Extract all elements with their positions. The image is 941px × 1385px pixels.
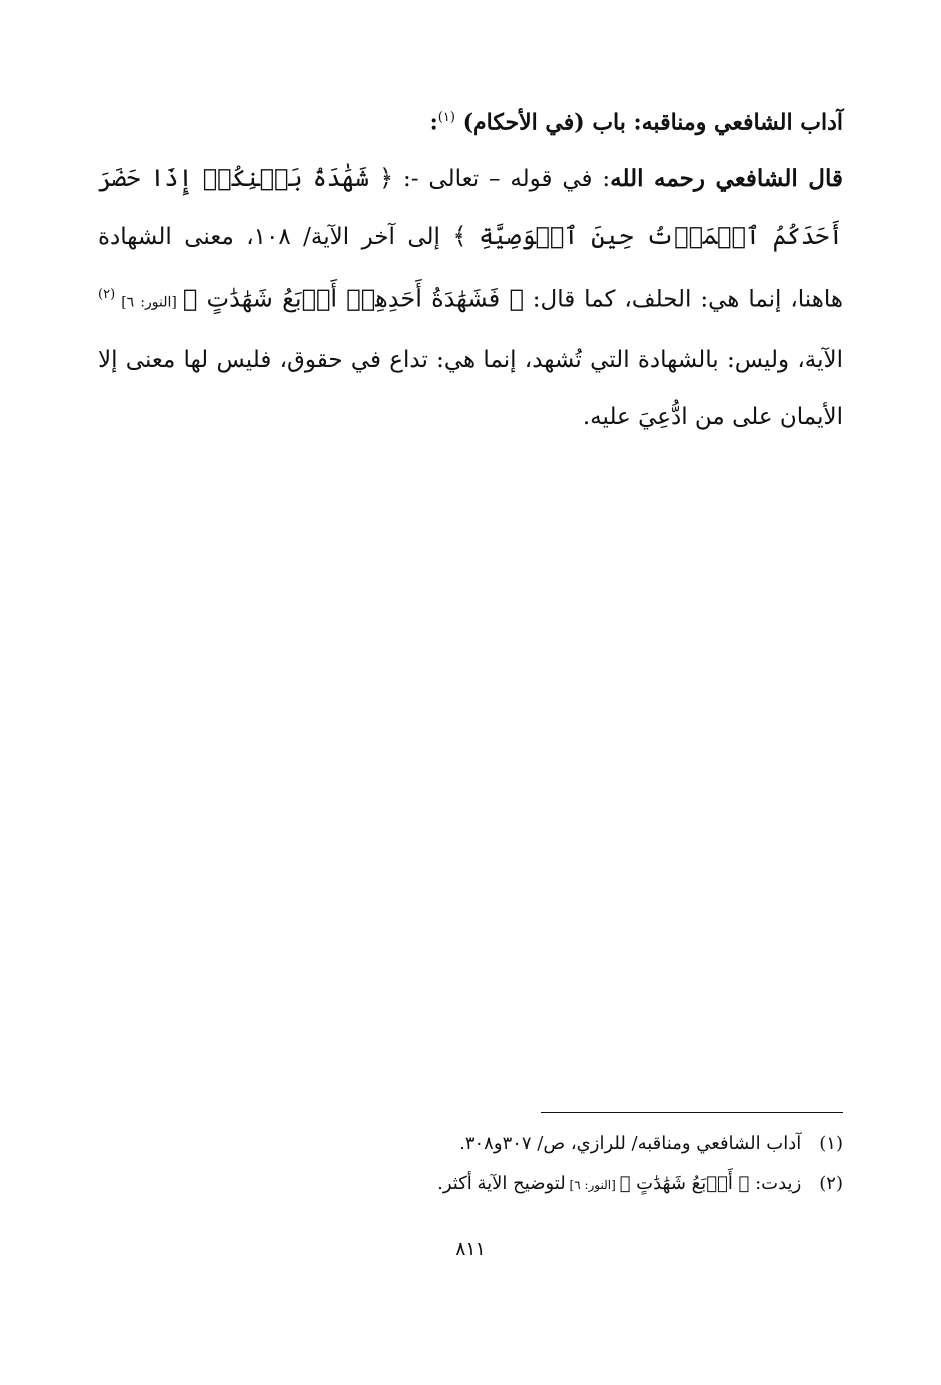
footnote-number: (٢): [819, 1173, 843, 1194]
heading-footnote-ref: (١): [437, 110, 455, 125]
footnote-1: [98, 1124, 843, 1164]
main-paragraph: [98, 150, 843, 446]
footnote-number: (١): [819, 1133, 843, 1154]
heading-text: آداب الشافعي ومناقبه: باب (في الأحكام): [462, 109, 843, 136]
footnote-text: آداب الشافعي ومناقبه/ للرازي، ص/ ٣٠٧و٣٠٨.: [459, 1133, 802, 1154]
footnote-2: [98, 1164, 843, 1205]
speaker-name: قال الشافعي رحمه الله: [610, 165, 844, 192]
concluding-text: الآية، وليس: بالشهادة التي تُشهد، إنما هي: تداع في حقوق، فليس لها معنى إلا الأيمان على من ادُّعِيَ عليه.: [98, 346, 843, 430]
footnote-text-after: لتوضيح الآية أكثر.: [437, 1173, 566, 1194]
quran-verse-2: ﴿ فَشَهَٰدَةُ أَحَدِهِمۡ أَرۡبَعُ شَهَٰدَٰتٍ ﴾: [182, 284, 524, 313]
footnote-divider: [541, 1112, 843, 1113]
footnotes-section: [98, 1124, 843, 1205]
intro-text: : في قوله – تعالى -:: [393, 166, 611, 192]
quran-verse-2-reference: [النور: ٦]: [115, 294, 183, 311]
footnote-quran: ﴿ أَرۡبَعُ شَهَٰدَٰتٍ ﴾: [619, 1173, 750, 1194]
section-heading: [98, 98, 843, 142]
explanation-text: إلى آخر الآية/ ١٠٨، معنى الشهادة هاهنا، إنما هي: الحلف، كما قال:: [98, 224, 844, 313]
footnote-quran-reference: [النور: ٦]: [565, 1178, 620, 1192]
body-footnote-ref: (٢): [98, 287, 116, 302]
page-number: ٨١١: [455, 1238, 486, 1260]
quran-verse-1: ﴿ شَهَٰدَةُ بَيۡنِكُمۡ إِذَا حَضَرَ أَحَدَكُمُ ٱلۡمَوۡتُ حِينَ ٱلۡوَصِيَّةِ ﴾: [98, 164, 843, 250]
heading-colon: :: [429, 109, 438, 136]
footnote-text-before: زيدت:: [749, 1173, 802, 1194]
